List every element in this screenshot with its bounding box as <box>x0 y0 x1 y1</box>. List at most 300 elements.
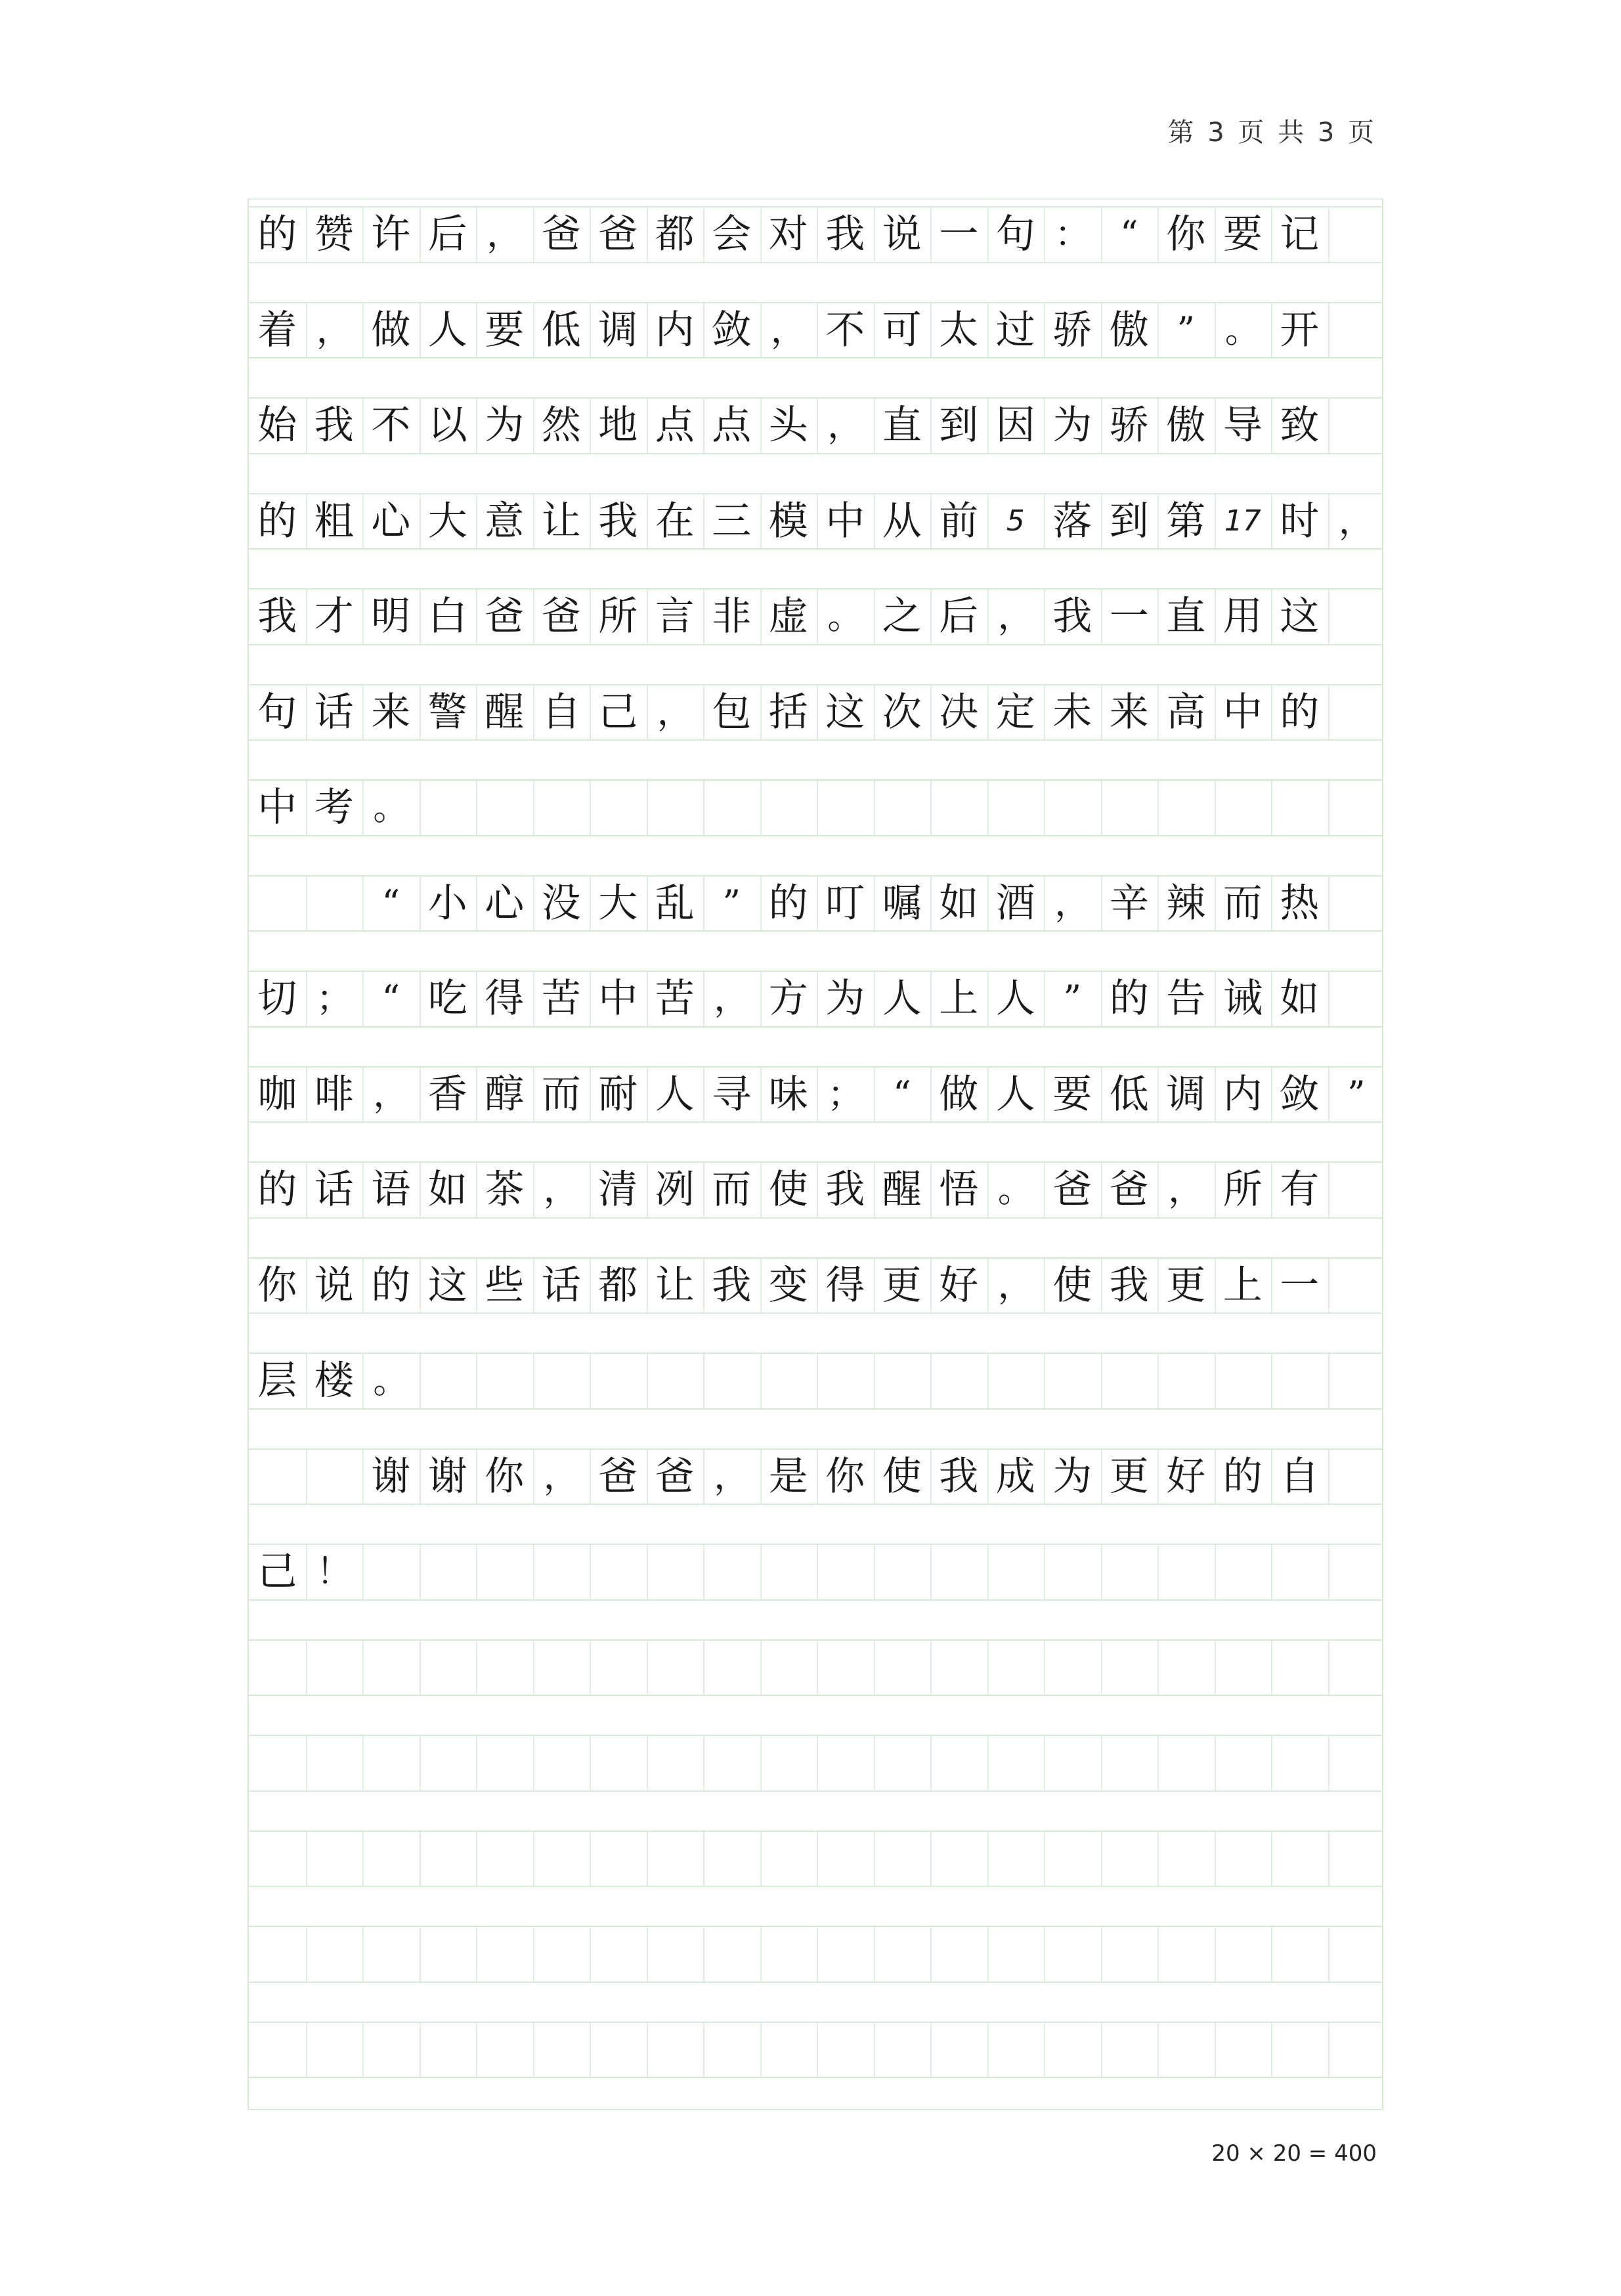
essay-character: 记 <box>1280 211 1320 258</box>
grid-row <box>249 1830 1382 1888</box>
essay-character: 而 <box>712 1167 752 1213</box>
essay-character: 心 <box>485 880 525 926</box>
essay-character: 傲 <box>1166 402 1206 449</box>
essay-character: 傲 <box>1109 307 1149 353</box>
grid-cell-divider <box>930 1736 932 1790</box>
grid-cell-divider <box>930 1545 932 1599</box>
grid-cell-divider <box>817 1354 818 1408</box>
essay-character: 用 <box>1222 594 1263 640</box>
essay-character: ， <box>486 213 523 255</box>
essay-character: 辛 <box>1109 880 1149 926</box>
essay-character: ， <box>997 596 1033 638</box>
essay-character: 括 <box>768 689 808 735</box>
essay-character: 话 <box>314 1167 354 1213</box>
grid-cell-divider <box>533 2023 534 2077</box>
essay-character: 而 <box>541 1071 581 1117</box>
essay-character: 些 <box>485 1262 525 1309</box>
grid-cell-divider <box>1044 1545 1045 1599</box>
grid-cell-divider <box>306 2023 307 2077</box>
grid-cell-divider <box>476 1641 477 1695</box>
essay-character: 你 <box>485 1453 525 1500</box>
grid-cell-divider <box>590 2023 591 2077</box>
essay-character: 。 <box>827 596 863 638</box>
essay-character: 得 <box>485 976 525 1022</box>
grid-cell-divider <box>930 1832 932 1886</box>
grid-cell-divider <box>476 1736 477 1790</box>
essay-character: ， <box>770 309 806 351</box>
grid-cell-divider <box>817 2023 818 2077</box>
essay-character: 爸 <box>1109 1167 1149 1213</box>
grid-cell-divider <box>1328 590 1329 644</box>
essay-character: 言 <box>655 594 695 640</box>
essay-character: 好 <box>939 1262 979 1309</box>
grid-cell-divider <box>1215 781 1216 835</box>
grid-cell-divider <box>306 1832 307 1886</box>
essay-character: ， <box>714 1455 750 1497</box>
essay-character: 大 <box>427 498 467 544</box>
grid-cell-divider <box>874 1354 875 1408</box>
grid-cell-divider <box>987 1641 989 1695</box>
essay-character: 内 <box>1222 1071 1263 1117</box>
essay-character: 然 <box>541 402 581 449</box>
grid-cell-divider <box>420 1354 421 1408</box>
grid-cell-divider <box>703 2023 704 2077</box>
essay-character: 我 <box>257 594 297 640</box>
grid-cell-divider <box>647 1832 648 1886</box>
essay-character: 茶 <box>485 1167 525 1213</box>
essay-character: 使 <box>882 1453 922 1500</box>
essay-character: 我 <box>598 498 638 544</box>
essay-character: 大 <box>598 880 638 926</box>
grid-cell-divider <box>987 1545 989 1599</box>
grid-row <box>249 493 1382 550</box>
grid-cell-divider <box>1328 685 1329 740</box>
grid-cell-divider <box>1328 972 1329 1026</box>
grid-cell-divider <box>420 1736 421 1790</box>
grid-cell-divider <box>874 1736 875 1790</box>
grid-cell-divider <box>1271 1545 1272 1599</box>
grid-cell-divider <box>987 1354 989 1408</box>
grid-cell-divider <box>1157 1354 1159 1408</box>
essay-character: 为 <box>485 402 525 449</box>
essay-character: 内 <box>655 307 695 353</box>
grid-cell-divider <box>362 1545 364 1599</box>
grid-cell-divider <box>1271 1354 1272 1408</box>
grid-cell-divider <box>760 1927 762 1982</box>
grid-cell-divider <box>647 781 648 835</box>
essay-character: 我 <box>939 1453 979 1500</box>
grid-cell-divider <box>306 1450 307 1504</box>
grid-row <box>249 588 1382 645</box>
essay-character: ！ <box>316 1551 352 1593</box>
grid-cell-divider <box>987 1832 989 1886</box>
essay-character: 中 <box>598 976 638 1022</box>
essay-character: 许 <box>371 211 411 258</box>
essay-character: 醒 <box>882 1167 922 1213</box>
essay-character: 爸 <box>541 211 581 258</box>
essay-character: 始 <box>257 402 297 449</box>
essay-character: ， <box>657 691 693 733</box>
essay-character: 要 <box>1052 1071 1092 1117</box>
grid-row <box>249 1353 1382 1410</box>
essay-character: 低 <box>1109 1071 1149 1117</box>
grid-row <box>249 1066 1382 1123</box>
essay-character: 方 <box>768 976 808 1022</box>
grid-cell-divider <box>930 1927 932 1982</box>
essay-character: 叮 <box>825 880 865 926</box>
essay-character: ， <box>543 1169 579 1211</box>
essay-character: 人 <box>427 307 467 353</box>
grid-cell-divider <box>987 2023 989 2077</box>
essay-character: 的 <box>257 498 297 544</box>
essay-character: 你 <box>1166 211 1206 258</box>
grid-cell-divider <box>647 1641 648 1695</box>
essay-character: 的 <box>1109 976 1149 1022</box>
grid-cell-divider <box>647 1354 648 1408</box>
essay-character: 的 <box>257 1167 297 1213</box>
grid-cell-divider <box>1101 1736 1102 1790</box>
essay-character: 落 <box>1052 498 1092 544</box>
grid-cell-divider <box>476 1545 477 1599</box>
grid-cell-divider <box>306 1641 307 1695</box>
grid-cell-divider <box>1328 877 1329 931</box>
grid-cell-divider <box>590 1832 591 1886</box>
essay-character: 次 <box>882 689 922 735</box>
essay-character: “ <box>381 978 400 1020</box>
essay-character: 告 <box>1166 976 1206 1022</box>
grid-cell-divider <box>817 1736 818 1790</box>
essay-character: 醇 <box>485 1071 525 1117</box>
grid-cell-divider <box>476 2023 477 2077</box>
grid-row <box>249 206 1382 263</box>
grid-cell-divider <box>1044 1736 1045 1790</box>
grid-cell-divider <box>590 1354 591 1408</box>
essay-character: 而 <box>1222 880 1263 926</box>
grid-cell-divider <box>1157 1927 1159 1982</box>
essay-character: 己 <box>598 689 638 735</box>
essay-character: 到 <box>1109 498 1149 544</box>
essay-character: 话 <box>314 689 354 735</box>
grid-cell-divider <box>1271 1927 1272 1982</box>
grid-cell-divider <box>1215 1545 1216 1599</box>
grid-cell-divider <box>703 1927 704 1982</box>
essay-character: 谢 <box>371 1453 411 1500</box>
essay-character: 味 <box>768 1071 808 1117</box>
grid-cell-divider <box>760 2023 762 2077</box>
essay-character: 太 <box>939 307 979 353</box>
grid-cell-divider <box>1328 1832 1329 1886</box>
essay-character: 爸 <box>598 1453 638 1500</box>
grid-cell-divider <box>533 1641 534 1695</box>
grid-row <box>249 1161 1382 1219</box>
grid-cell-divider <box>476 781 477 835</box>
grid-cell-divider <box>476 1927 477 1982</box>
essay-character: 如 <box>939 880 979 926</box>
grid-cell-divider <box>647 2023 648 2077</box>
grid-cell-divider <box>533 1736 534 1790</box>
grid-cell-divider <box>874 781 875 835</box>
grid-cell-divider <box>703 1545 704 1599</box>
grid-cell-divider <box>362 1736 364 1790</box>
essay-character: ” <box>722 882 741 924</box>
essay-character: ” <box>1347 1073 1366 1115</box>
essay-character: 我 <box>825 211 865 258</box>
essay-character: 切 <box>257 976 297 1022</box>
grid-cell-divider <box>1215 1641 1216 1695</box>
grid-row <box>249 970 1382 1028</box>
essay-character: 都 <box>598 1262 638 1309</box>
grid-cell-divider <box>1215 1354 1216 1408</box>
essay-character: 。 <box>997 1169 1033 1211</box>
essay-character: ； <box>316 978 352 1020</box>
essay-character: 上 <box>939 976 979 1022</box>
grid-cell-divider <box>760 1832 762 1886</box>
grid-cell-divider <box>306 1736 307 1790</box>
grid-cell-divider <box>874 1641 875 1695</box>
essay-character: 人 <box>655 1071 695 1117</box>
essay-character: 爸 <box>1052 1167 1092 1213</box>
essay-character: 的 <box>1280 689 1320 735</box>
essay-character: 高 <box>1166 689 1206 735</box>
grid-cell-divider <box>1101 1927 1102 1982</box>
grid-row <box>249 397 1382 454</box>
essay-character: 更 <box>882 1262 922 1309</box>
essay-character: 寻 <box>712 1071 752 1117</box>
essay-character: 定 <box>995 689 1035 735</box>
grid-size-label: 20 × 20 = 400 <box>1211 2140 1377 2167</box>
essay-character: 如 <box>427 1167 467 1213</box>
essay-character: 从 <box>882 498 922 544</box>
essay-character: 。 <box>1224 309 1261 351</box>
essay-character: 不 <box>825 307 865 353</box>
essay-character: 着 <box>257 307 297 353</box>
essay-character: 这 <box>427 1262 467 1309</box>
essay-character: 悟 <box>939 1167 979 1213</box>
essay-character: 一 <box>1280 1262 1320 1309</box>
grid-cell-divider <box>703 1832 704 1886</box>
grid-cell-divider <box>874 2023 875 2077</box>
essay-character: 直 <box>882 402 922 449</box>
essay-character: 低 <box>541 307 581 353</box>
grid-cell-divider <box>362 1641 364 1695</box>
essay-character: 骄 <box>1052 307 1092 353</box>
grid-cell-divider <box>1328 207 1329 262</box>
grid-cell-divider <box>1328 1641 1329 1695</box>
essay-character: 粗 <box>314 498 354 544</box>
grid-cell-divider <box>1271 781 1272 835</box>
essay-character: 的 <box>768 880 808 926</box>
grid-cell-divider <box>817 781 818 835</box>
grid-cell-divider <box>1328 1927 1329 1982</box>
essay-character: 白 <box>427 594 467 640</box>
essay-character: 可 <box>882 307 922 353</box>
grid-cell-divider <box>533 1832 534 1886</box>
essay-character: 如 <box>1280 976 1320 1022</box>
grid-cell-divider <box>703 1641 704 1695</box>
grid-cell-divider <box>1101 1641 1102 1695</box>
grid-cell-divider <box>760 1545 762 1599</box>
essay-character: 所 <box>1222 1167 1263 1213</box>
grid-cell-divider <box>590 1545 591 1599</box>
grid-cell-divider <box>930 1641 932 1695</box>
grid-cell-divider <box>987 1927 989 1982</box>
essay-character: 你 <box>257 1262 297 1309</box>
essay-character: 啡 <box>314 1071 354 1117</box>
essay-character: 做 <box>939 1071 979 1117</box>
essay-character: 辣 <box>1166 880 1206 926</box>
essay-character: 赞 <box>314 211 354 258</box>
grid-cell-divider <box>362 2023 364 2077</box>
grid-cell-divider <box>647 1927 648 1982</box>
essay-character: 吃 <box>427 976 467 1022</box>
essay-character: 调 <box>1166 1071 1206 1117</box>
essay-character: 热 <box>1280 880 1320 926</box>
essay-character: 敛 <box>1280 1071 1320 1117</box>
essay-character: “ <box>892 1073 911 1115</box>
grid-cell-divider <box>590 781 591 835</box>
essay-character: 为 <box>1052 1453 1092 1500</box>
grid-cell-divider <box>1157 1545 1159 1599</box>
grid-cell-divider <box>590 1927 591 1982</box>
essay-character: 酒 <box>995 880 1035 926</box>
essay-character: 人 <box>882 976 922 1022</box>
grid-cell-divider <box>420 1641 421 1695</box>
essay-character: 这 <box>1280 594 1320 640</box>
essay-character: 一 <box>1109 594 1149 640</box>
essay-character: 爸 <box>541 594 581 640</box>
essay-character: 咖 <box>257 1071 297 1117</box>
essay-character: 虚 <box>768 594 808 640</box>
grid-cell-divider <box>1328 1163 1329 1217</box>
grid-cell-divider <box>874 1832 875 1886</box>
essay-character: 考 <box>314 785 354 831</box>
essay-character: 让 <box>541 498 581 544</box>
essay-character: 诫 <box>1222 976 1263 1022</box>
grid-cell-divider <box>647 1736 648 1790</box>
essay-character: 才 <box>314 594 354 640</box>
essay-character: ” <box>1177 309 1196 351</box>
grid-cell-divider <box>533 1545 534 1599</box>
essay-character: 开 <box>1280 307 1320 353</box>
grid-cell-divider <box>703 781 704 835</box>
grid-cell-divider <box>1328 1545 1329 1599</box>
essay-character: 过 <box>995 307 1035 353</box>
essay-character: ， <box>1054 882 1091 924</box>
essay-character: 非 <box>712 594 752 640</box>
essay-character: ， <box>543 1455 579 1497</box>
essay-character: 语 <box>371 1167 411 1213</box>
grid-cell-divider <box>420 1545 421 1599</box>
grid-row <box>249 1544 1382 1601</box>
grid-cell-divider <box>590 1641 591 1695</box>
grid-cell-divider <box>1044 1832 1045 1886</box>
grid-row <box>249 875 1382 932</box>
grid-cell-divider <box>930 781 932 835</box>
grid-cell-divider <box>1101 1354 1102 1408</box>
grid-cell-divider <box>533 1927 534 1982</box>
grid-row <box>249 1926 1382 1983</box>
grid-cell-divider <box>987 781 989 835</box>
essay-character: 有 <box>1280 1167 1320 1213</box>
essay-character: 苦 <box>541 976 581 1022</box>
grid-cell-divider <box>703 1354 704 1408</box>
grid-cell-divider <box>760 1736 762 1790</box>
grid-cell-divider <box>1328 1450 1329 1504</box>
essay-character: ： <box>1054 213 1091 255</box>
essay-character: 你 <box>825 1453 865 1500</box>
essay-character: 中 <box>257 785 297 831</box>
grid-cell-divider <box>1328 303 1329 358</box>
grid-cell-divider <box>930 2023 932 2077</box>
essay-character: 使 <box>1052 1262 1092 1309</box>
essay-character: 因 <box>995 402 1035 449</box>
grid-cell-divider <box>1044 781 1045 835</box>
grid-cell-divider <box>930 1354 932 1408</box>
essay-character: 我 <box>825 1167 865 1213</box>
essay-character: 后 <box>427 211 467 258</box>
grid-cell-divider <box>1044 2023 1045 2077</box>
essay-character: 所 <box>598 594 638 640</box>
grid-row <box>249 1735 1382 1792</box>
grid-cell-divider <box>1101 781 1102 835</box>
page-number: 第 3 页 共 3 页 <box>1167 118 1377 148</box>
essay-character: 小 <box>427 880 467 926</box>
grid-cell-divider <box>1215 1832 1216 1886</box>
essay-character: 时 <box>1280 498 1320 544</box>
grid-cell-divider <box>1101 1832 1102 1886</box>
essay-character: 一 <box>939 211 979 258</box>
essay-character: 爸 <box>598 211 638 258</box>
essay-character: 这 <box>825 689 865 735</box>
grid-cell-divider <box>760 781 762 835</box>
essay-character: 好 <box>1166 1453 1206 1500</box>
grid-cell-divider <box>760 1641 762 1695</box>
essay-character: 楼 <box>314 1358 354 1404</box>
essay-character: 后 <box>939 594 979 640</box>
essay-character: 成 <box>995 1453 1035 1500</box>
grid-cell-divider <box>1101 2023 1102 2077</box>
grid-cell-divider <box>533 781 534 835</box>
essay-character: 话 <box>541 1262 581 1309</box>
grid-row <box>249 1639 1382 1697</box>
essay-character: 更 <box>1166 1262 1206 1309</box>
essay-character: 敛 <box>712 307 752 353</box>
essay-character: 爸 <box>485 594 525 640</box>
essay-character: 的 <box>371 1262 411 1309</box>
grid-cell-divider <box>817 1545 818 1599</box>
grid-cell-divider <box>533 1354 534 1408</box>
essay-character: 让 <box>655 1262 695 1309</box>
essay-character: 得 <box>825 1262 865 1309</box>
essay-character: 自 <box>541 689 581 735</box>
grid-cell-divider <box>476 1832 477 1886</box>
grid-cell-divider <box>420 2023 421 2077</box>
essay-character: 明 <box>371 594 411 640</box>
grid-cell-divider <box>1157 781 1159 835</box>
essay-character: 人 <box>995 1071 1035 1117</box>
essay-character: 说 <box>882 211 922 258</box>
grid-cell-divider <box>590 1736 591 1790</box>
essay-character: 是 <box>768 1453 808 1500</box>
essay-character: ” <box>1063 978 1082 1020</box>
grid-row <box>249 1448 1382 1505</box>
grid-cell-divider <box>420 781 421 835</box>
essay-character: 以 <box>427 402 467 449</box>
essay-character: 己 <box>257 1549 297 1595</box>
essay-character: 我 <box>1109 1262 1149 1309</box>
essay-character: 调 <box>598 307 638 353</box>
essay-character: 清 <box>598 1167 638 1213</box>
